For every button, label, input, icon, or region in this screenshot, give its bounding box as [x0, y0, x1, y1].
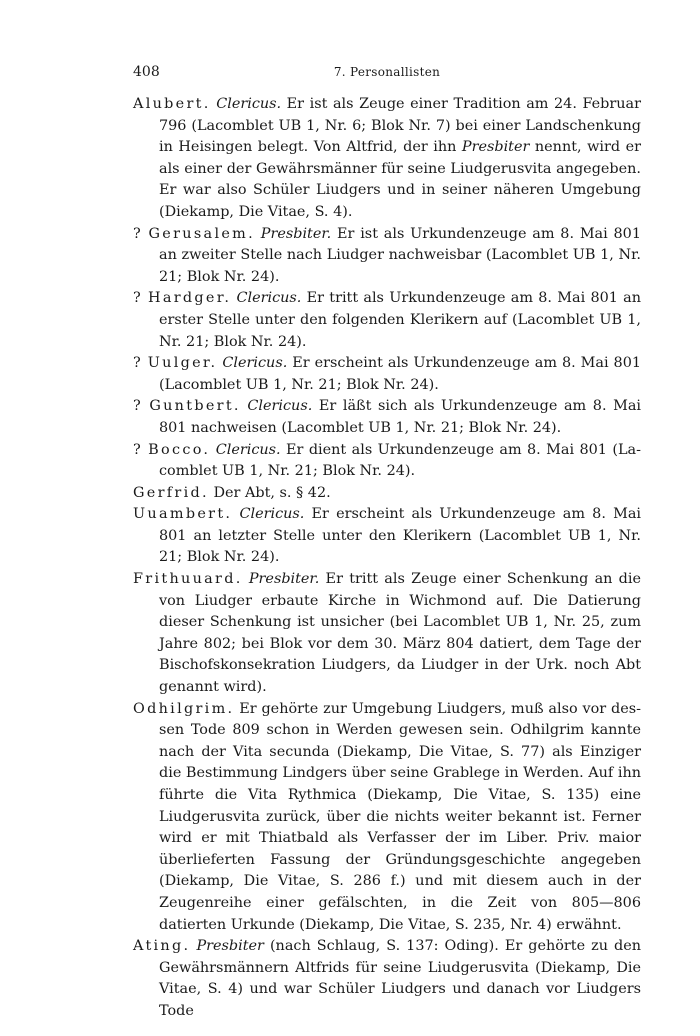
entry-name: Uuambert. [133, 506, 233, 523]
entry-uncertain-mark: ? [133, 290, 141, 307]
list-item [133, 94, 641, 224]
entry-list [133, 94, 641, 1023]
list-item [133, 936, 641, 1022]
entry-text: Er erscheint als Urkundenzeuge am 8. Mai 801 an letzter Stelle unter den Klerikern (Lacomblet UB 1, Nr. 21; Blok Nr. 24). [159, 506, 641, 566]
list-item [133, 440, 641, 483]
entry-text: Er läßt sich als Urkundenzeuge am 8. Mai 801 nachweisen (Lacomblet UB 1, Nr. 21; Blok Nr. 24). [159, 398, 642, 436]
entry-name: Gerusalem. [148, 225, 255, 242]
list-item [133, 569, 641, 699]
entry-role: Clericus. [236, 290, 302, 307]
entry-uncertain-mark: ? [133, 355, 141, 372]
entry-uncertain-mark: ? [133, 225, 141, 242]
entry-name: Guntbert. [149, 398, 241, 415]
entry-text: (nach Schlaug, S. 137: Oding). Er gehörte zu den Gewährsmännern Altfrids für seine Liudgerusvita (Diekamp, Die Vitae, S. 4) und war Schüler Liudgers und danach vor Liudgers Tode [159, 938, 642, 1019]
entry-name: Frithuuard. [133, 571, 243, 588]
entry-text: Er tritt als Zeuge einer Schenkung an die von Liudger erbaute Kirche in Wichmond auf. Die Datierung dieser Schenkung ist unsicher (bei Lacomblet UB 1, Nr. 25, zum Jahre 802; bei Blok vor dem 30. März 804 datiert, dem Tage der Bischofskonsekration Liudgers, da Liudger in der Urk. noch Abt genannt wird). [159, 571, 641, 696]
entry-name: Bocco. [148, 441, 211, 458]
entry-role: Clericus. [216, 96, 282, 112]
list-item [133, 699, 641, 937]
entry-role: Presbiter. [248, 571, 320, 588]
entry-name: Gerfrid. [133, 484, 209, 501]
entry-uncertain-mark: ? [133, 398, 141, 415]
entry-name: Uulger. [147, 355, 218, 372]
entry-text: Er dient als Urkundenzeuge am 8. Mai 801 (Lacomblet UB 1, Nr. 21; Blok Nr. 24). [159, 441, 642, 480]
entry-role: Clericus. [247, 398, 313, 415]
entry-text: Er erscheint als Urkundenzeuge am 8. Mai 801 (Lacomblet UB 1, Nr. 21; Blok Nr. 24). [159, 355, 642, 393]
entry-text: Er ist als Zeuge einer Tradition am 24. Februar 796 (Lacomblet UB 1, Nr. 6; Blok Nr. 7) bei einer Landschenkung in Heisingen belegt. Von Altfrid, der ihn [159, 96, 641, 156]
entry-role: Clericus. [215, 441, 281, 458]
entry-name: Ating. [133, 938, 191, 955]
entry-name: Odhilgrim. [133, 700, 235, 717]
entry-name: Alubert. [133, 96, 211, 112]
page-header [133, 64, 641, 84]
entry-text: Der Abt, s. § 42. [208, 484, 331, 501]
entry-text: nennt, wird er als einer der Gewährsmänner für seine Liudgerusvita angegeben. Er war also Schüler Liudgers und in seiner näheren Umgebung (Diekamp, Die Vitae, S. 4). [159, 139, 641, 220]
list-item [133, 353, 641, 396]
entry-role: Clericus. [222, 355, 288, 372]
entry-text: Er gehörte zur Umgebung Liudgers, muß also vor dessen Tode 809 schon in Werden gewesen sein. Odhilgrim kannte nach der Vita secunda (Diekamp, Die Vitae, S. 77) als Einziger die Bestimmung Lindgers über seine Grablege in Werden. Auf ihn führte die Vita Rythmica (Diekamp, Die Vitae, S. 135) eine Liudgerusvita zurück, über die nichts weiter bekannt ist. Ferner wird er mit Thiatbald als Verfasser der im Liber. Priv. maior überlieferten Fassung der Gründungsgeschichte angegeben (Diekamp, Die Vitae, S. 286 f.) und mit diesem auch in der Zeugenreihe einer gefälschten, in die Zeit von 805—806 datierten Urkunde (Diekamp, Die Vitae, S. 235, Nr. 4) erwähnt. [159, 700, 641, 933]
list-item [133, 504, 641, 569]
list-item [133, 288, 641, 353]
list-item [133, 224, 641, 289]
entry-uncertain-mark: ? [133, 441, 141, 458]
list-item [133, 396, 641, 439]
entry-text: Er tritt als Urkundenzeuge am 8. Mai 801 an erster Stelle unter den folgenden Klerikern auf (Lacomblet UB 1, Nr. 21; Blok Nr. 24). [159, 290, 642, 350]
entry-role: Presbiter. [260, 225, 332, 242]
entry-name: Hardger. [147, 290, 232, 307]
running-head: 7. Personallisten [333, 65, 441, 79]
entry-role: Clericus. [239, 506, 305, 523]
entry-role: Presbiter [196, 938, 264, 955]
entry-role: Presbiter [461, 139, 530, 156]
entry-text: Er ist als Urkundenzeuge am 8. Mai 801 an zweiter Stelle nach Liudger nachweisbar (Lacomblet UB 1, Nr. 21; Blok Nr. 24). [159, 225, 641, 285]
list-item [133, 483, 641, 505]
page-number: 408 [133, 64, 160, 80]
